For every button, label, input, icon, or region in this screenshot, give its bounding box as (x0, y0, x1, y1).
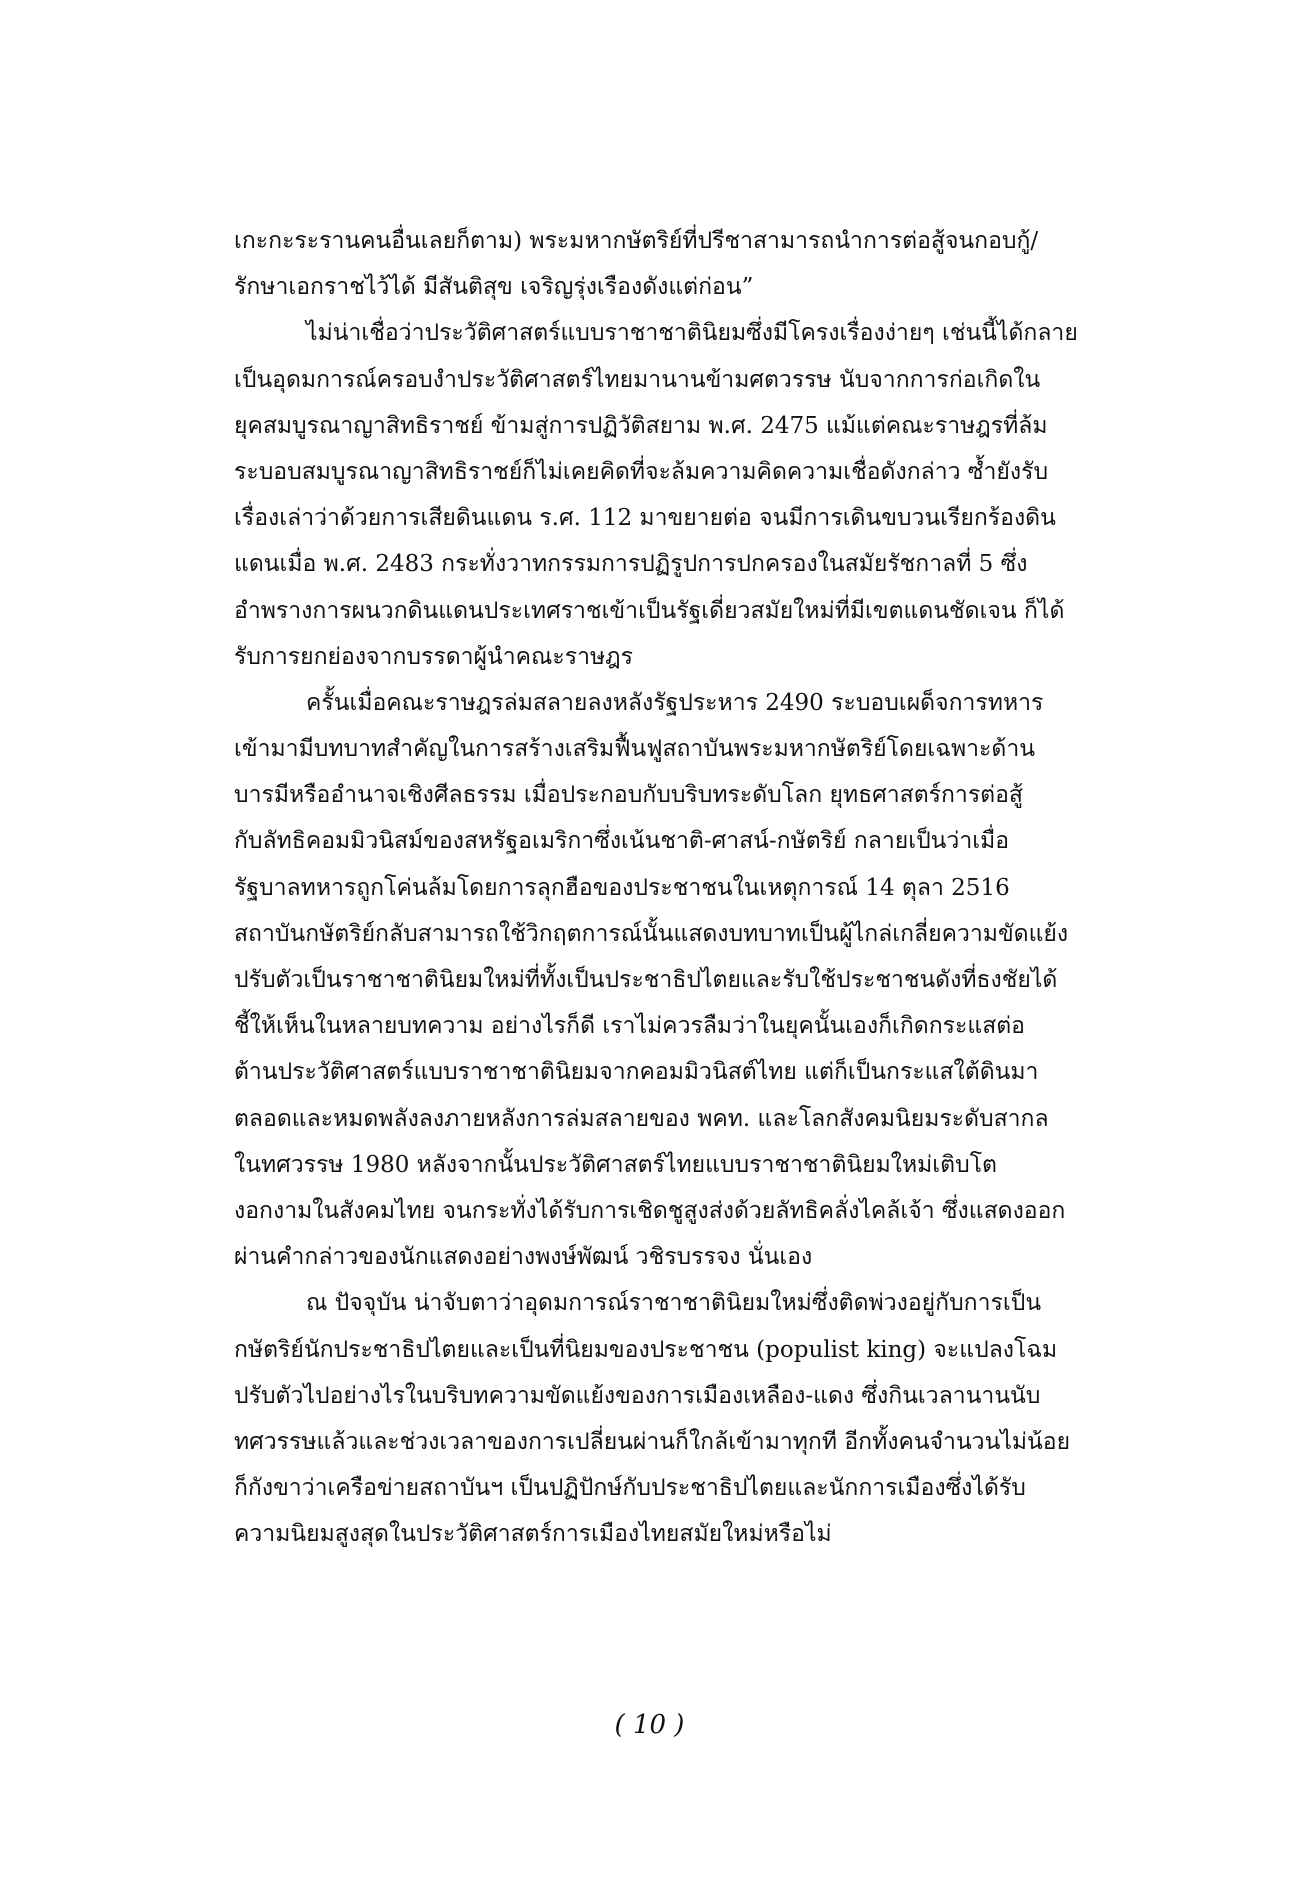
text-line: ต้านประวัติศาสตร์แบบราชาชาตินิยมจากคอมมิวนิสต์ไทย แต่ก็เป็นกระแสใต้ดินมา (234, 1059, 1039, 1086)
text-line: ตลอดและหมดพลังลงภายหลังการล่มสลายของ พคท. และโลกสังคมนิยมระดับสากล (234, 1105, 1049, 1132)
text-line: สถาบันกษัตริย์กลับสามารถใช้วิกฤตการณ์นั้นแสดงบทบาทเป็นผู้ไกล่เกลี่ยความขัดแย้ง (234, 920, 1069, 947)
body-text (234, 218, 1100, 1557)
text-line: บารมีหรืออำนาจเชิงศีลธรรม เมื่อประกอบกับบริบทระดับโลก ยุทธศาสตร์การต่อสู้ (234, 782, 1023, 809)
paragraph-start-line: ณ ปัจจุบัน น่าจับตาว่าอุดมการณ์ราชาชาตินิยมใหม่ซึ่งติดพ่วงอยู่กับการเป็น (306, 1290, 1042, 1317)
text-line: อำพรางการผนวกดินแดนประเทศราชเข้าเป็นรัฐเดี่ยวสมัยใหม่ที่มีเขตแดนชัดเจน ก็ได้ (234, 597, 1065, 624)
text-line: เข้ามามีบทบาทสำคัญในการสร้างเสริมฟื้นฟูสถาบันพระมหากษัตริย์โดยเฉพาะด้าน (234, 736, 1035, 763)
paragraph-start-line: ครั้นเมื่อคณะราษฎรล่มสลายลงหลังรัฐประหาร 2490 ระบอบเผด็จการทหาร (306, 689, 1044, 716)
text-line: เป็นอุดมการณ์ครอบงำประวัติศาสตร์ไทยมานานข้ามศตวรรษ นับจากการก่อเกิดใน (234, 366, 1041, 393)
text-line: กษัตริย์นักประชาธิปไตยและเป็นที่นิยมของประชาชน (populist king) จะแปลงโฉม (234, 1336, 1058, 1363)
page-number: ( 10 ) (614, 1710, 685, 1740)
text-line: ในทศวรรษ 1980 หลังจากนั้นประวัติศาสตร์ไทยแบบราชาชาตินิยมใหม่เติบโต (234, 1151, 997, 1178)
text-line: แดนเมื่อ พ.ศ. 2483 กระทั่งวาทกรรมการปฏิรูปการปกครองในสมัยรัชกาลที่ 5 ซึ่ง (234, 551, 1028, 578)
text-line: ระบอบสมบูรณาญาสิทธิราชย์ก็ไม่เคยคิดที่จะล้มความคิดความเชื่อดังกล่าว ซ้ำยังรับ (234, 458, 1049, 485)
text-line: เกะกะระรานคนอื่นเลยก็ตาม) พระมหากษัตริย์ที่ปรีชาสามารถนำการต่อสู้จนกอบกู้/ (234, 228, 1039, 254)
text-line: ผ่านคำกล่าวของนักแสดงอย่างพงษ์พัฒน์ วชิรบรรจง นั่นเอง (234, 1244, 813, 1271)
paragraph-start-line: ไม่น่าเชื่อว่าประวัติศาสตร์แบบราชาชาตินิยมซึ่งมีโครงเรื่องง่ายๆ เช่นนี้ได้กลาย (306, 320, 1078, 347)
text-line: ความนิยมสูงสุดในประวัติศาสตร์การเมืองไทยสมัยใหม่หรือไม่ (234, 1521, 832, 1548)
text-line: งอกงามในสังคมไทย จนกระทั่งได้รับการเชิดชูสูงส่งด้วยลัทธิคลั่งไคล้เจ้า ซึ่งแสดงออก (234, 1197, 1066, 1224)
text-line: ก็กังขาว่าเครือข่ายสถาบันฯ เป็นปฏิปักษ์กับประชาธิปไตยและนักการเมืองซึ่งได้รับ (234, 1475, 1026, 1502)
text-line: รับการยกย่องจากบรรดาผู้นำคณะราษฎร (234, 643, 633, 670)
text-line: ชี้ให้เห็นในหลายบทความ อย่างไรก็ดี เราไม่ควรลืมว่าในยุคนั้นเองก็เกิดกระแสต่อ (234, 1013, 1025, 1040)
text-line: รักษาเอกราชไว้ได้ มีสันติสุข เจริญรุ่งเรืองดังแต่ก่อน” (234, 274, 754, 301)
text-line: รัฐบาลทหารถูกโค่นล้มโดยการลุกฮือของประชาชนในเหตุการณ์ 14 ตุลา 2516 (234, 874, 1010, 901)
text-line: ปรับตัวเป็นราชาชาตินิยมใหม่ที่ทั้งเป็นประชาธิปไตยและรับใช้ประชาชนดังที่ธงชัยได้ (234, 967, 1058, 993)
text-line: ปรับตัวไปอย่างไรในบริบทความขัดแย้งของการเมืองเหลือง-แดง ซึ่งกินเวลานานนับ (234, 1382, 1041, 1409)
text-line: ทศวรรษแล้วและช่วงเวลาของการเปลี่ยนผ่านก็ใกล้เข้ามาทุกที อีกทั้งคนจำนวนไม่น้อย (234, 1428, 1071, 1455)
text-line: ยุคสมบูรณาญาสิทธิราชย์ ข้ามสู่การปฏิวัติสยาม พ.ศ. 2475 แม้แต่คณะราษฎรที่ล้ม (234, 412, 1048, 439)
text-line: เรื่องเล่าว่าด้วยการเสียดินแดน ร.ศ. 112 มาขยายต่อ จนมีการเดินขบวนเรียกร้องดิน (234, 505, 1056, 532)
text-line: กับลัทธิคอมมิวนิสม์ของสหรัฐอเมริกาซึ่งเน้นชาติ-ศาสน์-กษัตริย์ กลายเป็นว่าเมื่อ (234, 828, 1010, 855)
